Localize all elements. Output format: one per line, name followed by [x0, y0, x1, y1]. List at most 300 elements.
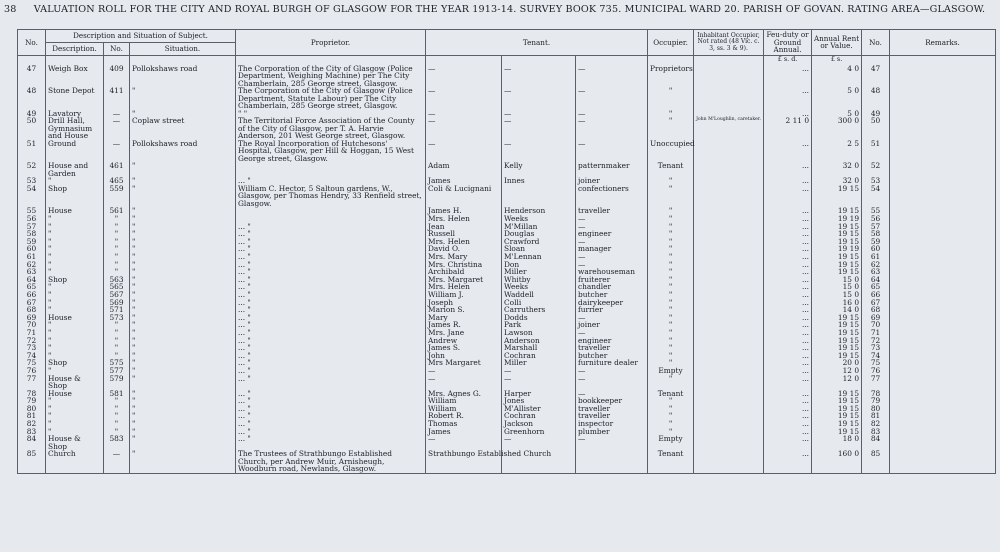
- row-tenant-surname: Miller: [502, 268, 576, 276]
- row-remarks: [890, 359, 996, 367]
- row-tenant-occupation: traveller: [576, 412, 648, 420]
- row-tenant-forename: James S.: [426, 344, 502, 352]
- row-remarks: [890, 291, 996, 299]
- row-number-right: 81: [862, 412, 890, 420]
- row-situation: ": [130, 177, 236, 185]
- row-tenant-forename: Coli & Lucignani: [426, 185, 502, 208]
- row-feu-duty: ...: [764, 359, 812, 367]
- row-proprietor: ... ": [236, 435, 426, 450]
- row-annual-rent: 19 15: [812, 321, 862, 329]
- row-tenant-occupation: manager: [576, 245, 648, 253]
- row-tenant-occupation: confectioners: [576, 185, 648, 208]
- row-inhabitant-occupier: [694, 412, 764, 420]
- row-number: 76: [18, 367, 46, 375]
- row-situation: ": [130, 337, 236, 345]
- row-occupier: ": [648, 397, 694, 405]
- row-annual-rent: 19 15: [812, 428, 862, 436]
- row-inhabitant-occupier: [694, 375, 764, 390]
- table-row: [18, 375, 996, 390]
- row-number-right: 67: [862, 299, 890, 307]
- row-inhabitant-occupier: [694, 390, 764, 398]
- row-occupier: ": [648, 329, 694, 337]
- row-tenant-surname: Whitby: [502, 276, 576, 284]
- row-proprietor: [236, 215, 426, 223]
- row-annual-rent: 14 0: [812, 306, 862, 314]
- row-proprietor: ... ": [236, 375, 426, 390]
- row-number: 73: [18, 344, 46, 352]
- row-tenant-forename: John: [426, 352, 502, 360]
- row-number-right: 76: [862, 367, 890, 375]
- row-description: ": [46, 329, 104, 337]
- row-situation: ": [130, 291, 236, 299]
- row-number: 64: [18, 276, 46, 284]
- row-tenant-surname: Waddell: [502, 291, 576, 299]
- row-feu-duty: 2 11 0: [764, 117, 812, 140]
- row-tenant-surname: Cochran: [502, 412, 576, 420]
- row-tenant-surname: Innes: [502, 177, 576, 185]
- row-tenant-surname: Henderson: [502, 207, 576, 215]
- row-situation: ": [130, 329, 236, 337]
- row-situation: ": [130, 435, 236, 450]
- row-inhabitant-occupier: [694, 435, 764, 450]
- row-number: 84: [18, 435, 46, 450]
- row-description: Shop: [46, 185, 104, 208]
- row-remarks: [890, 177, 996, 185]
- row-remarks: [890, 140, 996, 163]
- row-situation: ": [130, 110, 236, 118]
- row-annual-rent: 19 15: [812, 412, 862, 420]
- row-annual-rent: 19 19: [812, 215, 862, 223]
- row-tenant-forename: David O.: [426, 245, 502, 253]
- row-number: 65: [18, 283, 46, 291]
- row-street-number: ": [104, 337, 130, 345]
- row-tenant-occupation: bookkeeper: [576, 397, 648, 405]
- row-street-number: ": [104, 397, 130, 405]
- row-proprietor: ... ": [236, 268, 426, 276]
- row-feu-duty: ...: [764, 283, 812, 291]
- row-number-right: 72: [862, 337, 890, 345]
- row-number: 63: [18, 268, 46, 276]
- row-tenant-forename: Marion S.: [426, 306, 502, 314]
- row-tenant-occupation: —: [576, 435, 648, 450]
- row-situation: ": [130, 420, 236, 428]
- row-tenant-occupation: traveller: [576, 405, 648, 413]
- row-tenant-surname: Sloan: [502, 245, 576, 253]
- row-occupier: Tenant: [648, 450, 694, 473]
- row-tenant-surname: Kelly: [502, 162, 576, 177]
- row-proprietor: ... ": [236, 299, 426, 307]
- row-situation: ": [130, 390, 236, 398]
- row-tenant-occupation: —: [576, 223, 648, 231]
- row-feu-duty: ...: [764, 245, 812, 253]
- row-street-number: 577: [104, 367, 130, 375]
- row-inhabitant-occupier: [694, 230, 764, 238]
- row-number: 70: [18, 321, 46, 329]
- row-feu-duty: ...: [764, 162, 812, 177]
- row-tenant-occupation: butcher: [576, 291, 648, 299]
- row-street-number: ": [104, 412, 130, 420]
- row-number: 66: [18, 291, 46, 299]
- row-annual-rent: 19 15: [812, 337, 862, 345]
- row-remarks: [890, 245, 996, 253]
- row-number: 62: [18, 261, 46, 269]
- row-description: ": [46, 230, 104, 238]
- row-number: 56: [18, 215, 46, 223]
- row-description: ": [46, 177, 104, 185]
- row-remarks: [890, 238, 996, 246]
- row-number-right: 55: [862, 207, 890, 215]
- row-proprietor: ... ": [236, 352, 426, 360]
- row-annual-rent: 19 15: [812, 405, 862, 413]
- row-annual-rent: 19 15: [812, 390, 862, 398]
- row-proprietor: ... ": [236, 329, 426, 337]
- row-inhabitant-occupier: [694, 238, 764, 246]
- row-tenant-forename: James R.: [426, 321, 502, 329]
- row-situation: ": [130, 253, 236, 261]
- row-description: House: [46, 207, 104, 215]
- row-number: 80: [18, 405, 46, 413]
- row-description: ": [46, 261, 104, 269]
- row-description: ": [46, 291, 104, 299]
- col-inhabitant-occupier: Inhabitant Occupier, Not rated (48 Vic. c. 3, ss. 3 & 9).: [694, 30, 764, 56]
- row-number-right: 49: [862, 110, 890, 118]
- row-remarks: [890, 390, 996, 398]
- row-description: Ground: [46, 140, 104, 163]
- row-annual-rent: 12 0: [812, 375, 862, 390]
- row-annual-rent: 19 15: [812, 185, 862, 208]
- row-description: ": [46, 245, 104, 253]
- row-occupier: Empty: [648, 435, 694, 450]
- row-situation: ": [130, 268, 236, 276]
- row-situation: ": [130, 230, 236, 238]
- row-tenant-occupation: —: [576, 253, 648, 261]
- row-remarks: [890, 306, 996, 314]
- row-remarks: [890, 268, 996, 276]
- row-description: ": [46, 253, 104, 261]
- row-feu-duty: ...: [764, 344, 812, 352]
- row-situation: Pollokshaws road: [130, 140, 236, 163]
- row-tenant-surname: —: [502, 87, 576, 110]
- row-description: House: [46, 390, 104, 398]
- row-annual-rent: 19 15: [812, 314, 862, 322]
- row-situation: ": [130, 428, 236, 436]
- row-remarks: [890, 337, 996, 345]
- row-situation: ": [130, 397, 236, 405]
- row-remarks: [890, 223, 996, 231]
- row-number-right: 79: [862, 397, 890, 405]
- row-inhabitant-occupier: John M'Loughlin, caretaker.: [694, 117, 764, 140]
- row-inhabitant-occupier: [694, 291, 764, 299]
- row-street-number: ": [104, 238, 130, 246]
- row-annual-rent: 15 0: [812, 291, 862, 299]
- row-number-right: 56: [862, 215, 890, 223]
- row-street-number: ": [104, 352, 130, 360]
- row-feu-duty: ...: [764, 185, 812, 208]
- row-number-right: 53: [862, 177, 890, 185]
- row-description: House and Garden: [46, 162, 104, 177]
- row-tenant-forename: Joseph: [426, 299, 502, 307]
- row-tenant-surname: Dodds: [502, 314, 576, 322]
- row-annual-rent: 19 15: [812, 230, 862, 238]
- row-annual-rent: 19 15: [812, 268, 862, 276]
- row-occupier: ": [648, 223, 694, 231]
- row-inhabitant-occupier: [694, 215, 764, 223]
- row-proprietor: ... ": [236, 230, 426, 238]
- row-tenant-occupation: plumber: [576, 428, 648, 436]
- row-proprietor: ... ": [236, 306, 426, 314]
- row-remarks: [890, 253, 996, 261]
- row-annual-rent: 2 5: [812, 140, 862, 163]
- row-remarks: [890, 367, 996, 375]
- row-tenant-occupation: butcher: [576, 352, 648, 360]
- row-proprietor: The Trustees of Strathbungo Established Church, per Andrew Muir, Arnisheugh, Woodburn road, Newlands, Glasgow.: [236, 450, 426, 473]
- row-number-right: 54: [862, 185, 890, 208]
- row-remarks: [890, 314, 996, 322]
- row-tenant-forename: Mrs. Margaret: [426, 276, 502, 284]
- row-annual-rent: 15 0: [812, 283, 862, 291]
- row-street-number: 559: [104, 185, 130, 208]
- row-feu-duty: ...: [764, 268, 812, 276]
- row-number: 78: [18, 390, 46, 398]
- row-tenant-surname: Lawson: [502, 329, 576, 337]
- col-feu-duty: Feu-duty or Ground Annual.: [764, 30, 812, 56]
- row-number: 47: [18, 65, 46, 88]
- row-tenant-occupation: —: [576, 110, 648, 118]
- row-feu-duty: ...: [764, 207, 812, 215]
- col-tenant: Tenant.: [426, 30, 648, 56]
- row-number: 72: [18, 337, 46, 345]
- row-situation: ": [130, 314, 236, 322]
- row-feu-duty: ...: [764, 420, 812, 428]
- row-tenant-occupation: dairykeeper: [576, 299, 648, 307]
- row-number: 68: [18, 306, 46, 314]
- row-feu-duty: ...: [764, 367, 812, 375]
- row-inhabitant-occupier: [694, 299, 764, 307]
- row-feu-duty: ...: [764, 110, 812, 118]
- row-occupier: ": [648, 215, 694, 223]
- row-tenant-forename: Strathbungo Established Church: [426, 450, 502, 473]
- row-tenant-occupation: —: [576, 238, 648, 246]
- row-proprietor: ... ": [236, 261, 426, 269]
- row-tenant-surname: Jones: [502, 397, 576, 405]
- row-situation: ": [130, 238, 236, 246]
- row-situation: ": [130, 87, 236, 110]
- row-tenant-surname: Marshall: [502, 344, 576, 352]
- row-feu-duty: ...: [764, 276, 812, 284]
- row-description: ": [46, 344, 104, 352]
- row-situation: ": [130, 261, 236, 269]
- row-tenant-forename: —: [426, 110, 502, 118]
- col-annual-rent: Annual Rent or Value.: [812, 30, 862, 56]
- row-street-number: —: [104, 140, 130, 163]
- row-proprietor: ... ": [236, 314, 426, 322]
- row-tenant-occupation: joiner: [576, 177, 648, 185]
- row-tenant-occupation: furniture dealer: [576, 359, 648, 367]
- row-street-number: ": [104, 405, 130, 413]
- row-street-number: 575: [104, 359, 130, 367]
- row-occupier: ": [648, 375, 694, 390]
- row-description: ": [46, 428, 104, 436]
- row-street-number: 563: [104, 276, 130, 284]
- row-tenant-surname: Crawford: [502, 238, 576, 246]
- page-number: 38: [4, 4, 17, 15]
- row-remarks: [890, 321, 996, 329]
- row-street-number: 579: [104, 375, 130, 390]
- row-occupier: Proprietors: [648, 65, 694, 88]
- row-tenant-occupation: —: [576, 329, 648, 337]
- row-number-right: 65: [862, 283, 890, 291]
- row-tenant-occupation: —: [576, 375, 648, 390]
- table-row: [18, 117, 996, 140]
- row-remarks: [890, 412, 996, 420]
- table-body: [18, 55, 996, 473]
- row-feu-duty: ...: [764, 177, 812, 185]
- row-tenant-occupation: inspector: [576, 420, 648, 428]
- row-remarks: [890, 87, 996, 110]
- row-occupier: ": [648, 177, 694, 185]
- row-remarks: [890, 344, 996, 352]
- row-number-right: 47: [862, 65, 890, 88]
- row-inhabitant-occupier: [694, 283, 764, 291]
- row-inhabitant-occupier: [694, 162, 764, 177]
- row-inhabitant-occupier: [694, 428, 764, 436]
- row-annual-rent: 19 15: [812, 397, 862, 405]
- row-feu-duty: ...: [764, 238, 812, 246]
- row-situation: ": [130, 405, 236, 413]
- row-number: 50: [18, 117, 46, 140]
- row-feu-duty: ...: [764, 87, 812, 110]
- row-street-number: 571: [104, 306, 130, 314]
- row-inhabitant-occupier: [694, 253, 764, 261]
- row-tenant-occupation: furrier: [576, 306, 648, 314]
- row-number-right: 66: [862, 291, 890, 299]
- row-inhabitant-occupier: [694, 306, 764, 314]
- row-remarks: [890, 261, 996, 269]
- row-tenant-occupation: patternmaker: [576, 162, 648, 177]
- row-occupier: ": [648, 344, 694, 352]
- row-inhabitant-occupier: [694, 329, 764, 337]
- row-situation: ": [130, 207, 236, 215]
- row-occupier: ": [648, 207, 694, 215]
- row-description: ": [46, 238, 104, 246]
- row-proprietor: ... ": [236, 412, 426, 420]
- row-number-right: 71: [862, 329, 890, 337]
- row-annual-rent: 19 15: [812, 261, 862, 269]
- row-number-right: 64: [862, 276, 890, 284]
- row-remarks: [890, 230, 996, 238]
- row-annual-rent: 20 0: [812, 359, 862, 367]
- row-street-number: 409: [104, 65, 130, 88]
- row-proprietor: ... ": [236, 397, 426, 405]
- row-description: House & Shop: [46, 435, 104, 450]
- row-description: Shop: [46, 359, 104, 367]
- row-proprietor: ... ": [236, 253, 426, 261]
- row-tenant-forename: Thomas: [426, 420, 502, 428]
- row-feu-duty: ...: [764, 140, 812, 163]
- row-feu-duty: ...: [764, 314, 812, 322]
- row-description: ": [46, 215, 104, 223]
- row-tenant-occupation: —: [576, 261, 648, 269]
- page-header: [4, 4, 996, 20]
- row-tenant-occupation: —: [576, 367, 648, 375]
- row-feu-duty: ...: [764, 321, 812, 329]
- row-proprietor: ... ": [236, 367, 426, 375]
- row-tenant-forename: —: [426, 367, 502, 375]
- row-feu-duty: ...: [764, 65, 812, 88]
- row-tenant-surname: —: [502, 367, 576, 375]
- row-situation: ": [130, 306, 236, 314]
- row-situation: ": [130, 359, 236, 367]
- row-remarks: [890, 329, 996, 337]
- table-row: [18, 450, 996, 473]
- row-number-right: 82: [862, 420, 890, 428]
- row-proprietor: The Territorial Force Association of the County of the City of Glasgow, per T. A. Harvie Anderson, 201 West George street, Glasgow.: [236, 117, 426, 140]
- row-annual-rent: 19 15: [812, 238, 862, 246]
- row-inhabitant-occupier: [694, 405, 764, 413]
- row-annual-rent: 4 0: [812, 65, 862, 88]
- row-description: Drill Hall, Gymnasium and House: [46, 117, 104, 140]
- row-inhabitant-occupier: [694, 177, 764, 185]
- row-number-right: 77: [862, 375, 890, 390]
- row-occupier: ": [648, 306, 694, 314]
- row-inhabitant-occupier: [694, 367, 764, 375]
- row-number-right: 63: [862, 268, 890, 276]
- row-annual-rent: 19 15: [812, 207, 862, 215]
- row-number: 49: [18, 110, 46, 118]
- row-remarks: [890, 428, 996, 436]
- row-proprietor: ... ": [236, 405, 426, 413]
- row-annual-rent: 15 0: [812, 276, 862, 284]
- row-feu-duty: ...: [764, 306, 812, 314]
- row-situation: ": [130, 215, 236, 223]
- row-tenant-occupation: —: [576, 65, 648, 88]
- row-situation: ": [130, 283, 236, 291]
- row-street-number: —: [104, 117, 130, 140]
- row-number-right: 61: [862, 253, 890, 261]
- row-tenant-forename: Mrs. Christina: [426, 261, 502, 269]
- row-street-number: —: [104, 450, 130, 473]
- table-row: [18, 162, 996, 177]
- row-proprietor: ... ": [236, 344, 426, 352]
- table-row: [18, 87, 996, 110]
- row-inhabitant-occupier: [694, 87, 764, 110]
- row-tenant-forename: Mrs. Helen: [426, 215, 502, 223]
- row-number: 48: [18, 87, 46, 110]
- row-tenant-surname: —: [502, 110, 576, 118]
- row-tenant-forename: —: [426, 87, 502, 110]
- row-tenant-occupation: —: [576, 117, 648, 140]
- row-situation: ": [130, 223, 236, 231]
- row-proprietor: ... ": [236, 276, 426, 284]
- row-occupier: Unoccupied: [648, 140, 694, 163]
- row-tenant-surname: Colli: [502, 299, 576, 307]
- row-tenant-occupation: warehouseman: [576, 268, 648, 276]
- table-row: [18, 435, 996, 450]
- row-feu-duty: ...: [764, 299, 812, 307]
- row-proprietor: ... ": [236, 291, 426, 299]
- row-feu-duty: ...: [764, 261, 812, 269]
- row-feu-duty: ...: [764, 223, 812, 231]
- row-feu-duty: ...: [764, 428, 812, 436]
- row-number-right: 73: [862, 344, 890, 352]
- row-description: ": [46, 367, 104, 375]
- row-tenant-forename: —: [426, 435, 502, 450]
- row-number: 54: [18, 185, 46, 208]
- row-situation: ": [130, 321, 236, 329]
- row-remarks: [890, 276, 996, 284]
- row-occupier: ": [648, 110, 694, 118]
- row-tenant-forename: Andrew: [426, 337, 502, 345]
